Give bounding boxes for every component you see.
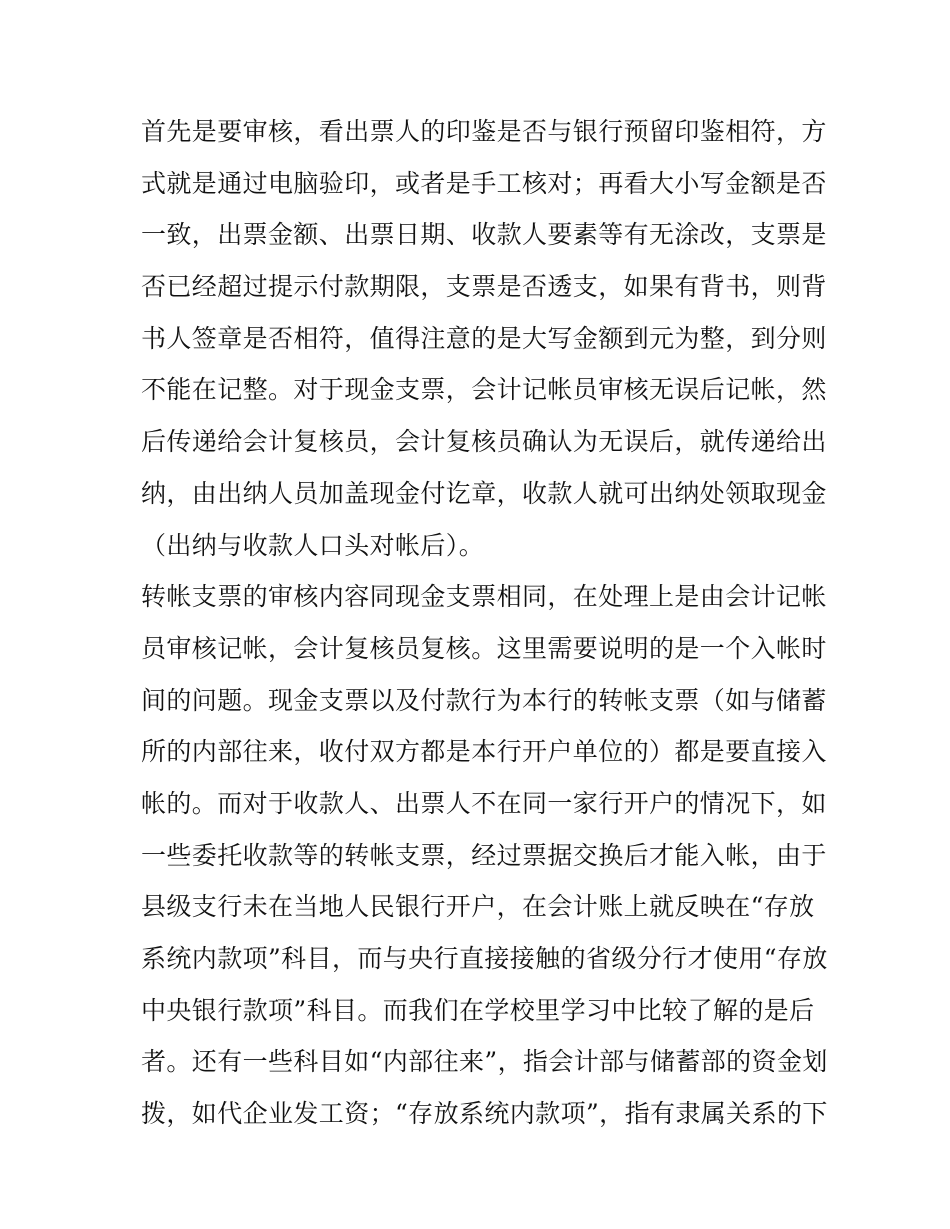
text-line: 一些委托收款等的转帐支票，经过票据交换后才能入帐，由于 [141,840,827,870]
text-line: 县级支行未在当地人民银行开户，在会计账上就反映在“存放 [141,892,815,922]
text-line: 一致，出票金额、出票日期、收款人要素等有无涂改，支票是 [141,220,827,250]
text-line: 员审核记帐，会计复核员复核。这里需要说明的是一个入帐时 [141,633,827,663]
text-line: 后传递给会计复核员，会计复核员确认为无误后，就传递给出 [141,427,827,457]
text-line: 书人签章是否相符，值得注意的是大写金额到元为整，到分则 [141,323,827,353]
text-line: 者。还有一些科目如“内部往来”，指会计部与储蓄部的资金划 [141,1047,828,1077]
text-line: 帐的。而对于收款人、出票人不在同一家行开户的情况下，如 [141,788,827,818]
text-line: 中央银行款项”科目。而我们在学校里学习中比较了解的是后 [141,995,815,1025]
text-line: 否已经超过提示付款期限，支票是否透支，如果有背书，则背 [141,272,827,302]
text-line: 式就是通过电脑验印，或者是手工核对；再看大小写金额是否 [141,168,827,198]
text-line: 不能在记整。对于现金支票，会计记帐员审核无误后记帐，然 [141,375,827,405]
text-line: 间的问题。现金支票以及付款行为本行的转帐支票（如与储蓄 [141,685,827,715]
text-line: 系统内款项”科目，而与央行直接接触的省级分行才使用“存放 [141,944,828,973]
text-line: （出纳与收款人口头对帐后）。 [141,530,485,560]
text-line: 所的内部往来，收付双方都是本行开户单位的）都是要直接入 [141,737,827,767]
text-line: 拨，如代企业发工资；“存放系统内款项”，指有隶属关系的下 [141,1099,828,1129]
text-line: 首先是要审核，看出票人的印鉴是否与银行预留印鉴相符，方 [141,117,827,146]
text-line: 纳，由出纳人员加盖现金付讫章，收款人就可出纳处领取现金 [141,478,827,508]
body-text [141,106,828,1140]
text-line: 转帐支票的审核内容同现金支票相同，在处理上是由会计记帐 [141,582,827,612]
